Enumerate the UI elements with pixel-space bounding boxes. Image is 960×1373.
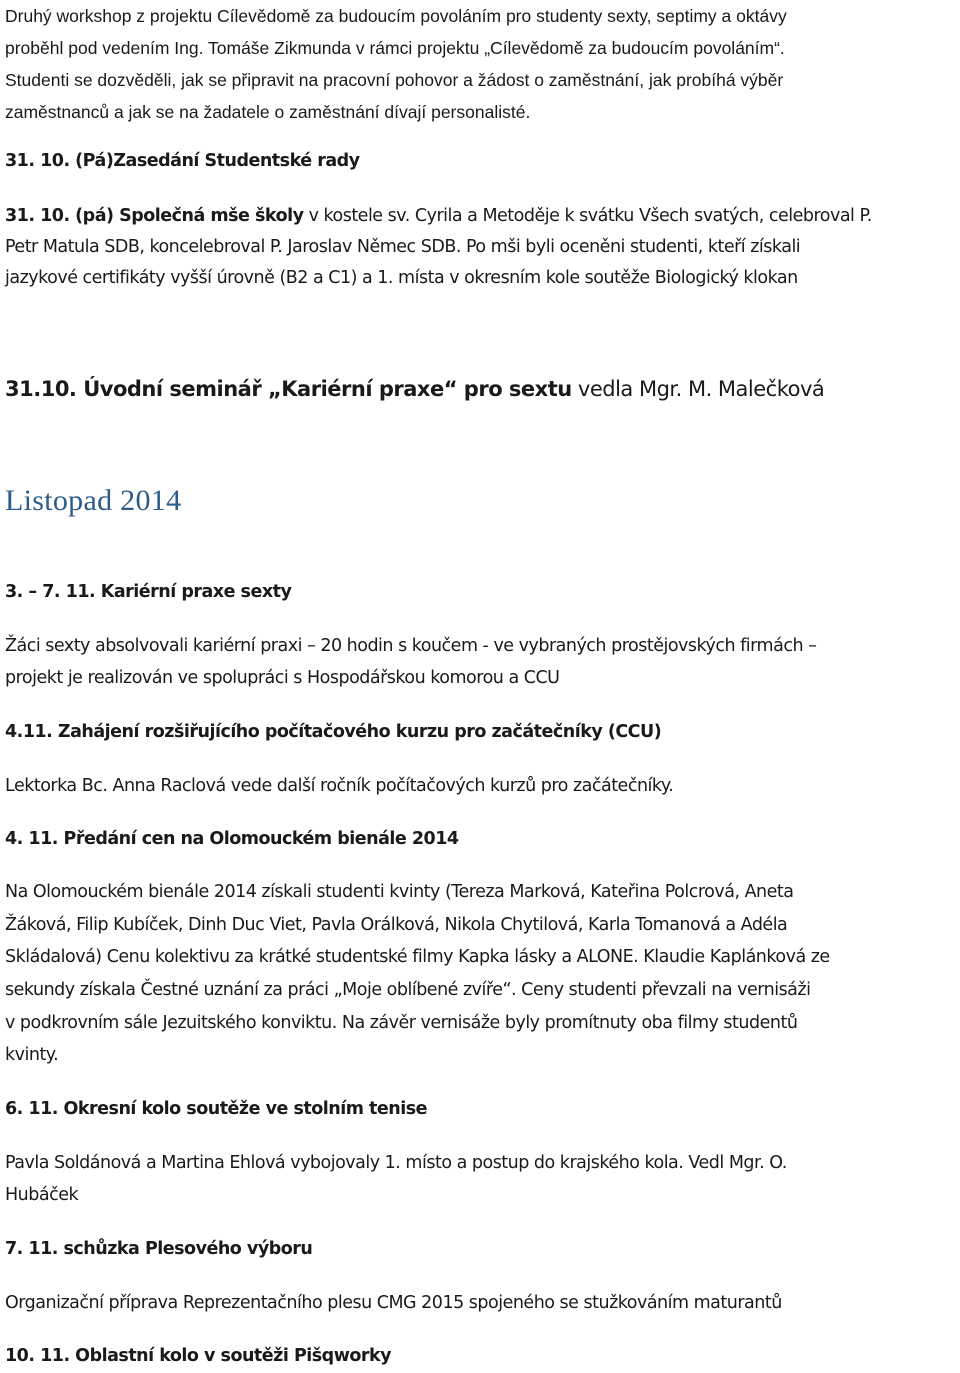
event-mse-line-3: jazykové certifikáty vyšší úrovně (B2 a C1) a 1. místa v okresním kole soutěže Biologický klokan bbox=[5, 268, 798, 288]
event-bienale-line-4: sekundy získala Čestné uznání za práci „Moje oblíbené zvíře“. Ceny studenti převzali na vernisáži bbox=[5, 980, 811, 1000]
event-mse-line-2: Petr Matula SDB, koncelebroval P. Jaroslav Němec SDB. Po mši byli oceněni studenti, kteří získali bbox=[5, 237, 801, 257]
intro-line-2: proběhl pod vedením Ing. Tomáše Zikmunda v rámci projektu „Cílevědomě za budoucím povoláním“. bbox=[5, 38, 785, 58]
event-heading-kurz: 4.11. Zahájení rozšiřujícího počítačového kurzu pro začátečníky (CCU) bbox=[5, 722, 662, 742]
intro-line-4: zaměstnanců a jak se na žadatele o zaměstnání dívají personalisté. bbox=[5, 102, 531, 122]
event-mse-text-1: v kostele sv. Cyrila a Metoděje k svátku Všech svatých, celebroval P. bbox=[303, 206, 872, 226]
event-praxe-line-1: Žáci sexty absolvovali kariérní praxi – 20 hodin s koučem - ve vybraných prostějovských firmách – bbox=[5, 636, 817, 656]
event-heading-ples: 7. 11. schůzka Plesového výboru bbox=[5, 1239, 313, 1259]
event-heading-rada: 31. 10. (Pá)Zasedání Studentské rady bbox=[5, 151, 360, 171]
event-heading-tenis: 6. 11. Okresní kolo soutěže ve stolním tenise bbox=[5, 1099, 428, 1119]
event-heading-mse: 31. 10. (pá) Společná mše školy bbox=[5, 206, 304, 226]
event-kurz-line-1: Lektorka Bc. Anna Raclová vede další ročník počítačových kurzů pro začátečníky. bbox=[5, 776, 674, 796]
event-seminar-text: vedla Mgr. M. Malečková bbox=[571, 377, 825, 401]
intro-line-3: Studenti se dozvěděli, jak se připravit na pracovní pohovor a žádost o zaměstnání, jak probíhá výběr bbox=[5, 70, 784, 90]
event-heading-piskvorky: 10. 11. Oblastní kolo v soutěži Pišqworky bbox=[5, 1346, 392, 1366]
event-bienale-line-2: Žáková, Filip Kubíček, Dinh Duc Viet, Pavla Orálková, Nikola Chytilová, Karla Tomanová a Adéla bbox=[5, 915, 788, 935]
event-tenis-line-2: Hubáček bbox=[5, 1185, 79, 1205]
intro-line-1: Druhý workshop z projektu Cílevědomě za budoucím povoláním pro studenty sexty, septimy a oktávy bbox=[5, 6, 787, 26]
event-mse-line-1 bbox=[5, 200, 872, 233]
event-bienale-line-5: v podkrovním sále Jezuitského konviktu. Na závěr vernisáže byly promítnuty oba filmy studentů bbox=[5, 1013, 798, 1033]
event-bienale-line-6: kvinty. bbox=[5, 1045, 59, 1065]
event-praxe-line-2: projekt je realizován ve spolupráci s Hospodářskou komorou a CCU bbox=[5, 668, 560, 688]
event-bienale-line-1: Na Olomouckém bienále 2014 získali studenti kvinty (Tereza Marková, Kateřina Polcrová, Aneta bbox=[5, 882, 794, 902]
event-seminar-line bbox=[5, 373, 824, 406]
event-tenis-line-1: Pavla Soldánová a Martina Ehlová vybojovaly 1. místo a postup do krajského kola. Vedl Mgr. O. bbox=[5, 1153, 787, 1173]
event-heading-seminar: 31.10. Úvodní seminář „Kariérní praxe“ pro sextu bbox=[5, 377, 572, 401]
event-bienale-line-3: Skládalová) Cenu kolektivu za krátké studentské filmy Kapka lásky a ALONE. Klaudie Kaplánková ze bbox=[5, 947, 830, 967]
month-heading: Listopad 2014 bbox=[5, 484, 182, 517]
event-heading-bienale: 4. 11. Předání cen na Olomouckém bienále 2014 bbox=[5, 829, 459, 849]
event-heading-praxe: 3. – 7. 11. Kariérní praxe sexty bbox=[5, 582, 292, 602]
event-ples-line-1: Organizační příprava Reprezentačního plesu CMG 2015 spojeného se stužkováním maturantů bbox=[5, 1293, 782, 1313]
